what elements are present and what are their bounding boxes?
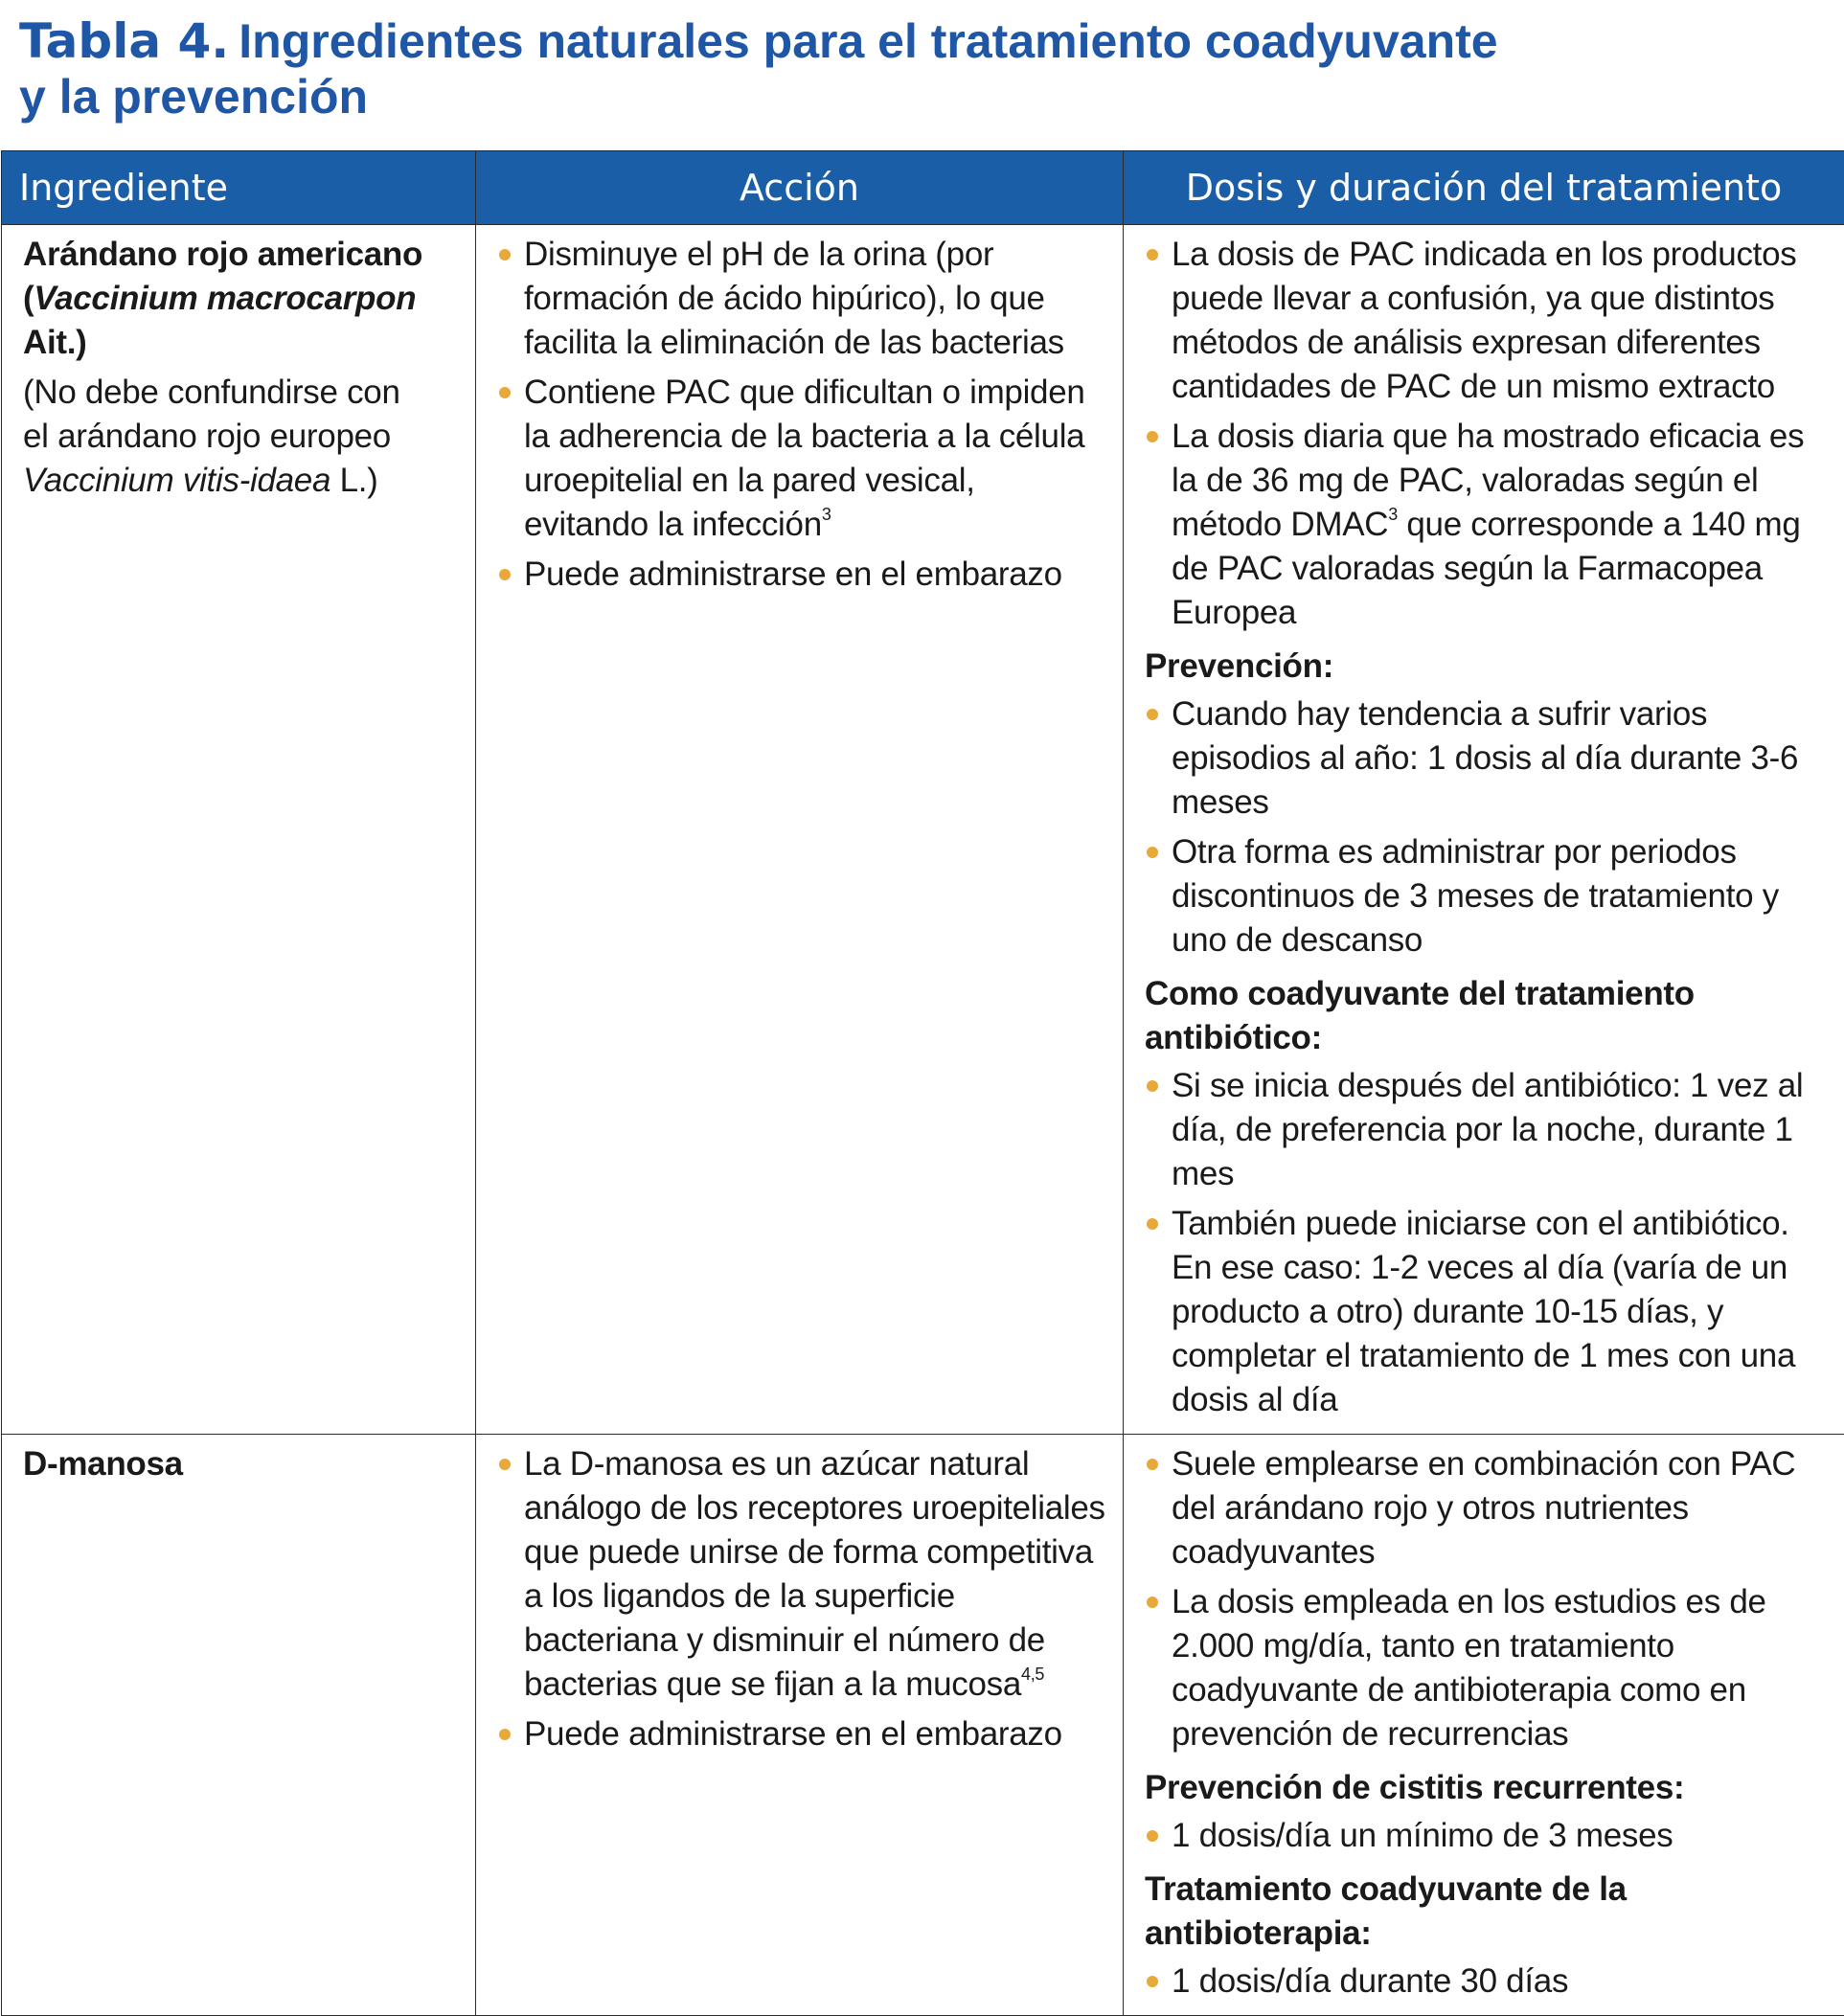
table-row: [2, 1435, 1844, 2016]
list-item-text: Cuando hay tendencia a sufrir varios episodios al año: 1 dosis al día durante 3-6 meses: [1172, 695, 1798, 821]
list-item-text: Disminuye el pH de la orina (por formación de ácido hipúrico), lo que facilita la eliminación de las bacterias: [524, 236, 1064, 361]
list-item: [1145, 692, 1827, 825]
dosage-intro-list: [1145, 1442, 1827, 1756]
action-cell: [476, 225, 1124, 1435]
list-item-text: También puede iniciarse con el antibiótico. En ese caso: 1-2 veces al día (varía de un producto a otro) durante 10-15 días, y completar el tratamiento de 1 mes con una dosis al día: [1172, 1205, 1795, 1418]
list-item-text: 1 dosis/día durante 30 días: [1172, 1962, 1568, 2000]
sci-open: (: [23, 280, 34, 317]
dosage-intro-list: [1145, 233, 1827, 635]
note-end: L.): [330, 462, 377, 499]
action-list: [497, 1442, 1105, 1756]
list-item-text: La dosis de PAC indicada en los productos puede llevar a confusión, ya que distintos métodos de análisis expresan diferentes cantidades de PAC de un mismo extracto: [1172, 236, 1796, 405]
ingredient-cell: [2, 225, 476, 1435]
note-line-1: (No debe confundirse con: [23, 374, 400, 411]
list-item: [497, 1712, 1105, 1756]
table-number: Tabla 4.: [19, 13, 229, 69]
list-item-text: 1 dosis/día un mínimo de 3 meses: [1172, 1817, 1673, 1854]
ingredients-table: [1, 150, 1844, 2016]
list-item: [497, 371, 1105, 547]
ingredient-name: Arándano rojo americano: [23, 233, 458, 277]
section-heading-prevention: Prevención de cistitis recurrentes:: [1145, 1766, 1827, 1810]
title-line-1: Ingredientes naturales para el tratamiento coadyuvante: [239, 14, 1497, 68]
dosage-cell: [1124, 225, 1844, 1435]
list-item-text: Otra forma es administrar por periodos discontinuos de 3 meses de tratamiento y uno de descanso: [1172, 833, 1779, 959]
list-item-text: Contiene PAC que dificultan o impiden la adherencia de la bacteria a la célula uroepitelial en la pared vesical, evitando la infección: [524, 374, 1085, 543]
ingredient-cell: [2, 1435, 476, 2016]
table-row: [2, 225, 1844, 1435]
sci-italic: Vaccinium macrocarpon: [34, 280, 416, 317]
sci-close: Ait.): [23, 324, 87, 361]
list-item: [1145, 1202, 1827, 1422]
note-line-2: el arándano rojo europeo: [23, 418, 391, 455]
header-row: [2, 151, 1844, 225]
table-title: [19, 13, 1498, 125]
prevention-list: [1145, 1814, 1827, 1858]
ingredient-name: D-manosa: [23, 1442, 458, 1486]
list-item-text: que corresponde a 140 mg de PAC valoradas según la Farmacopea Europea: [1172, 506, 1801, 631]
section-heading-adjuvant: Como coadyuvante del tratamiento antibiótico:: [1145, 972, 1827, 1060]
adjuvant-list: [1145, 1959, 1827, 2004]
section-heading-prevention: Prevención:: [1145, 645, 1827, 689]
list-item: [1145, 1580, 1827, 1756]
list-item: [497, 1442, 1105, 1707]
action-cell: [476, 1435, 1124, 2016]
title-line-2: y la prevención: [19, 70, 368, 124]
list-item: [1145, 415, 1827, 635]
citation-superscript: 3: [822, 505, 831, 524]
list-item-text: Suele emplearse en combinación con PAC del arándano rojo y otros nutrientes coadyuvantes: [1172, 1445, 1795, 1571]
header-dosage: Dosis y duración del tratamiento: [1124, 151, 1844, 225]
list-item: [1145, 1442, 1827, 1574]
list-item: [1145, 1814, 1827, 1858]
section-heading-adjuvant: Tratamiento coadyuvante de la antibioterapia:: [1145, 1868, 1827, 1956]
ingredient-note: [23, 371, 458, 503]
list-item: [1145, 1064, 1827, 1196]
action-list: [497, 233, 1105, 597]
list-item-text: La dosis empleada en los estudios es de 2.000 mg/día, tanto en tratamiento coadyuvante de antibioterapia como en prevención de recurrencias: [1172, 1583, 1766, 1753]
list-item-text: La D-manosa es un azúcar natural análogo de los receptores uroepiteliales que puede unirse de forma competitiva a los ligandos de la superficie bacteriana y disminuir el número de bacterias que se fijan a la mucosa: [524, 1445, 1105, 1703]
note-italic: Vaccinium vitis-idaea: [23, 462, 330, 499]
header-action: Acción: [476, 151, 1124, 225]
list-item-text: Puede administrarse en el embarazo: [524, 1715, 1062, 1753]
list-item-text: La dosis diaria que ha mostrado eficacia es la de 36 mg de PAC, valoradas según el método DMAC: [1172, 418, 1804, 543]
list-item: [1145, 830, 1827, 963]
header-ingredient: Ingrediente: [2, 151, 476, 225]
list-item: [1145, 1959, 1827, 2004]
prevention-list: [1145, 692, 1827, 963]
adjuvant-list: [1145, 1064, 1827, 1422]
citation-superscript: 3: [1388, 505, 1398, 524]
list-item: [1145, 233, 1827, 409]
list-item: [497, 553, 1105, 597]
list-item-text: Puede administrarse en el embarazo: [524, 555, 1062, 593]
citation-superscript: 4,5: [1021, 1665, 1044, 1684]
list-item-text: Si se inicia después del antibiótico: 1 vez al día, de preferencia por la noche, durante 1 mes: [1172, 1067, 1803, 1192]
ingredient-scientific-name: [23, 277, 458, 365]
list-item: [497, 233, 1105, 365]
dosage-cell: [1124, 1435, 1844, 2016]
